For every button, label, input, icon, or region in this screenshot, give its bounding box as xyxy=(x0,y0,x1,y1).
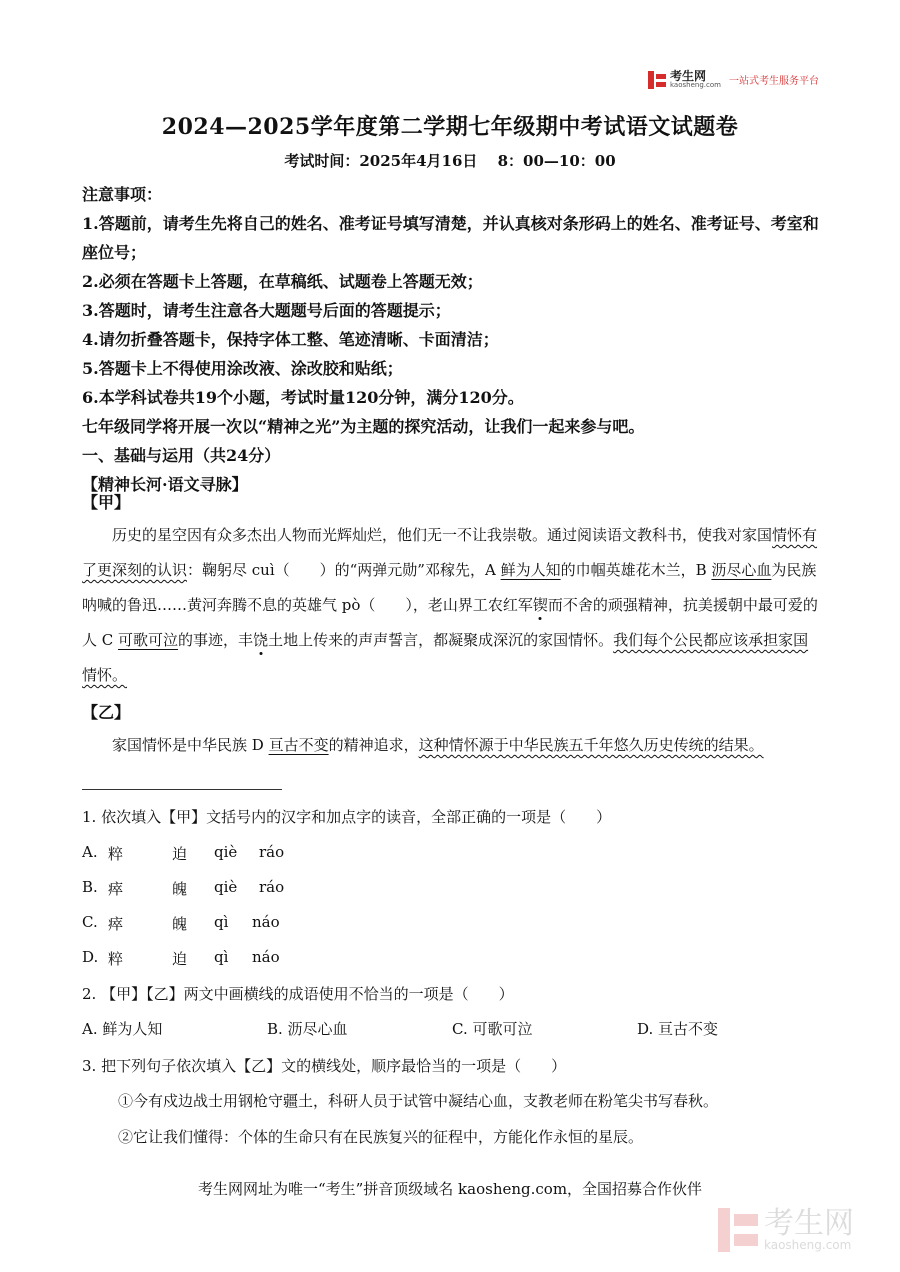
passage-yi: 家国情怀是中华民族 D 亘古不变的精神追求，这种情怀源于中华民族五千年悠久历史传统的结果。 xyxy=(112,736,764,754)
notes-heading: 注意事项： xyxy=(82,185,163,204)
q2-option-d: D. 亘古不变 xyxy=(637,1020,719,1038)
wavy-underline-sentence: 我们每个公民都应该承担家国情怀。 xyxy=(82,631,809,684)
page-footer: 考生网网址为唯一“考生”拼音顶级域名 kaosheng.com，全国招募合作伙伴 xyxy=(197,1180,703,1198)
q2-option-a: A. 鲜为人知 xyxy=(82,1020,163,1038)
note-item: 5.答题卡上不得使用涂改液、涂改胶和贴纸； xyxy=(82,359,403,378)
q2-options xyxy=(82,1018,822,1039)
activity-intro: 七年级同学将开展一次以“精神之光”为主题的探究活动，让我们一起来参与吧。 xyxy=(82,417,645,436)
note-item: 4.请勿折叠答题卡，保持字体工整、笔迹清晰、卡面清洁； xyxy=(82,330,499,349)
q1-option-d: D. 粹 迫 qì náo xyxy=(82,948,280,968)
q1-option-b: B. 瘁 魄 qiè ráo xyxy=(82,878,285,898)
note-item: 6.本学科试卷共19个小题，考试时量120分钟，满分120分。 xyxy=(82,388,524,407)
section-subheading: 【精神长河·语文寻脉】 xyxy=(82,475,248,494)
note-item: 1.答题前，请考生先将自己的姓名、准考证号填写清楚，并认真核对条形码上的姓名、准考证号、考室和座位号； xyxy=(82,214,819,262)
section-heading: 一、基础与运用（共24分） xyxy=(82,446,281,465)
wavy-underline-sentence: 这种情怀源于中华民族五千年悠久历史传统的结果。 xyxy=(418,736,764,754)
dotted-char: 饶 xyxy=(253,631,269,649)
note-item: 3.答题时，请考生注意各大题题号后面的答题提示； xyxy=(82,301,451,320)
idiom-c: 可歌可泣 xyxy=(118,631,179,649)
q3-sentence-2: ②它让我们懂得：个体的生命只有在民族复兴的征程中，方能化作永恒的星辰。 xyxy=(118,1128,644,1146)
q1-option-c: C. 瘁 魄 qì náo xyxy=(82,913,280,933)
notes-section xyxy=(82,180,822,499)
logo-name: 考生网 xyxy=(670,69,707,83)
dotted-char: 锲 xyxy=(532,596,548,614)
idiom-a: 鲜为人知 xyxy=(500,561,561,579)
divider-line xyxy=(82,789,282,790)
question-1: 1. 依次填入【甲】文括号内的汉字和加点字的读音，全部正确的一项是（ ） xyxy=(82,808,612,826)
question-3: 3. 把下列句子依次填入【乙】文的横线处，顺序最恰当的一项是（ ） xyxy=(82,1057,567,1075)
watermark-logo: 考生网 kaosheng.com xyxy=(718,1208,854,1252)
passage-jia-label: 【甲】 xyxy=(82,493,131,512)
logo-domain: kaosheng.com xyxy=(670,81,721,89)
passage-yi-label: 【乙】 xyxy=(82,703,131,722)
question-2: 2. 【甲】【乙】两文中画横线的成语使用不恰当的一项是（ ） xyxy=(82,985,514,1003)
q1-option-a: A. 粹 迫 qiè ráo xyxy=(82,843,285,863)
brand-logo xyxy=(648,70,819,89)
passage-jia: 历史的星空因有众多杰出人物而光辉灿烂，他们无一不让我崇敬。通过阅读语文教科书，使我对家国情怀有了更深刻的认识：鞠躬尽 cuì（ ）的“两弹元勋”邓稼先，A 鲜为人知的巾帼英雄花木兰，B 沥尽心血为民族呐喊的鲁迅……黄河奔腾不息的英雄气 pò（ ），老山界工农红军锲而不舍的顽强精神，抗美援朝中最可爱的人 C 可歌可泣的事迹，丰饶土地上传来的声声誓言，都凝聚成深沉的家国情怀。我们每个公民都应该承担家国情怀。 xyxy=(82,526,818,684)
q3-sentence-1: ①今有戍边战士用钢枪守疆土，科研人员于试管中凝结心血，支教老师在粉笔尖书写春秋。 xyxy=(118,1092,719,1110)
watermark-icon xyxy=(718,1208,758,1252)
page-title: 2024—2025学年度第二学期七年级期中考试语文试题卷 xyxy=(161,114,739,140)
exam-time: 考试时间：2025年4月16日 8：00—10：00 xyxy=(284,152,616,170)
idiom-d: 亘古不变 xyxy=(268,736,329,754)
logo-slogan: 一站式考生服务平台 xyxy=(728,76,819,87)
idiom-b: 沥尽心血 xyxy=(711,561,772,579)
logo-icon xyxy=(648,71,666,89)
q2-option-b: B. 沥尽心血 xyxy=(267,1020,348,1038)
q2-option-c: C. 可歌可泣 xyxy=(452,1020,533,1038)
note-item: 2.必须在答题卡上答题，在草稿纸、试题卷上答题无效； xyxy=(82,272,483,291)
wavy-underline-text: 情怀有了更深刻的认识 xyxy=(82,526,818,579)
